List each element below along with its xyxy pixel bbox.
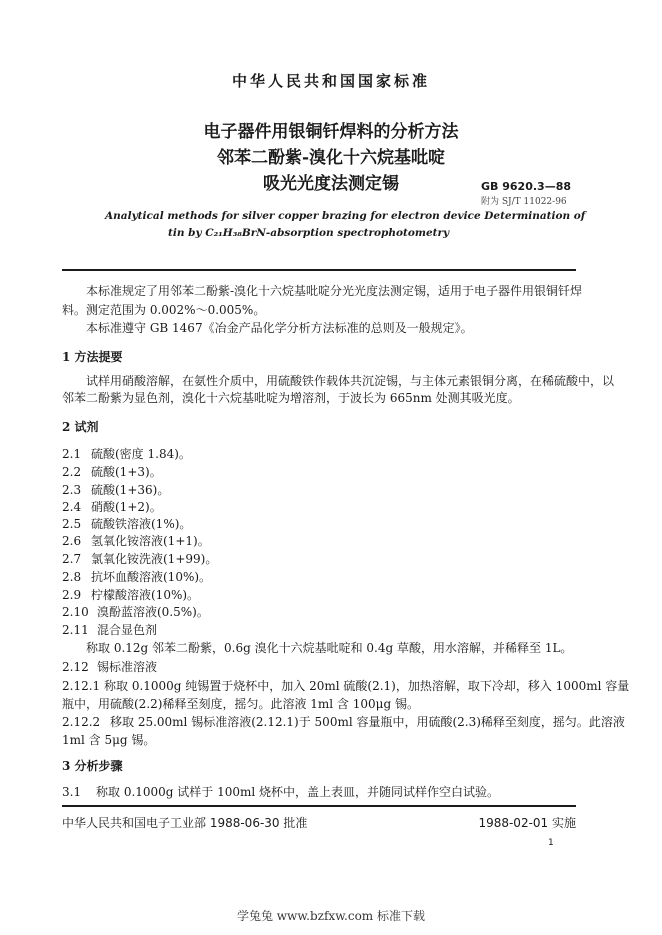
- bottom-divider: [62, 805, 576, 807]
- section-1-heading: 1 方法提要: [62, 350, 123, 364]
- reagent-2-10-num: 2.10: [62, 605, 89, 619]
- reagent-2-12-1-line-2: 瓶中，用硫酸(2.2)稀释至刻度，摇匀。此溶液 1ml 含 100μg 锡。: [62, 697, 419, 711]
- intro-paragraph-2: 本标准遵守 GB 1467《冶金产品化学分析方法标准的总则及一般规定》。: [86, 321, 473, 335]
- reagent-2-4-num: 2.4: [62, 500, 82, 514]
- english-title-line-1: Analytical methods for silver copper brazing for electron device Determination of: [105, 210, 586, 222]
- reagent-2-2-num: 2.2: [62, 465, 82, 479]
- reagent-2-8-text: 抗坏血酸溶液(10%)。: [91, 570, 212, 584]
- alt-standard-number: 附为 SJ/T 11022-96: [481, 197, 567, 207]
- intro-paragraph-line-2: 料。测定范围为 0.002%～0.005%。: [62, 303, 266, 317]
- standard-number: GB 9620.3—88: [481, 180, 571, 193]
- reagent-2-7-text: 氯氧化铵洗液(1+99)。: [91, 552, 218, 566]
- reagent-2-12-text: 锡标准溶液: [97, 660, 158, 674]
- section-3-heading: 3 分析步骤: [62, 759, 123, 773]
- intro-paragraph-line-1: 本标准规定了用邻苯二酚紫-溴化十六烷基吡啶分光光度法测定锡，适用于电子器件用银铜钎焊: [86, 284, 583, 298]
- reagent-2-12-2-num: 2.12.2: [62, 715, 101, 729]
- reagent-2-12-1-line-1: 称取 0.1000g 纯锡置于烧杯中，加入 20ml 硫酸(2.1)，加热溶解，取下冷却，移入 1000ml 容量: [104, 679, 630, 693]
- title-line-1: 电子器件用银铜钎焊料的分析方法: [203, 122, 459, 142]
- effective-date: 1988-02-01 实施: [478, 816, 576, 830]
- reagent-2-9-num: 2.9: [62, 588, 82, 602]
- page-number: 1: [548, 838, 554, 848]
- reagent-2-12-2-line-2: 1ml 含 5μg 锡。: [62, 733, 156, 747]
- section-1-line-1: 试样用硝酸溶解，在氨性介质中，用硫酸铁作载体共沉淀锡，与主体元素银铜分离，在稀硫酸中，以: [86, 374, 615, 388]
- reagent-2-10-text: 溴酚蓝溶液(0.5%)。: [97, 605, 209, 619]
- reagent-2-1-text: 硫酸(密度 1.84)。: [91, 447, 191, 461]
- title-line-3: 吸光光度法测定锡: [263, 174, 399, 194]
- reagent-2-3-text: 硫酸(1+36)。: [91, 483, 170, 497]
- reagent-2-5-num: 2.5: [62, 517, 82, 531]
- section-2-heading: 2 试剂: [62, 420, 99, 434]
- watermark-text: 学兔兔 www.bzfxw.com 标准下载: [236, 909, 426, 923]
- approval-statement: 中华人民共和国电子工业部 1988-06-30 批准: [62, 816, 308, 830]
- reagent-2-11-body: 称取 0.12g 邻苯二酚紫，0.6g 溴化十六烷基吡啶和 0.4g 草酸，用水溶解，并稀释至 1L。: [86, 641, 573, 655]
- reagent-2-7-num: 2.7: [62, 552, 82, 566]
- title-line-2: 邻苯二酚紫-溴化十六烷基吡啶: [216, 148, 446, 168]
- reagent-2-11-num: 2.11: [62, 623, 89, 637]
- reagent-2-12-2-line-1: 移取 25.00ml 锡标准溶液(2.12.1)于 500ml 容量瓶中，用硫酸(2.3)稀释至刻度，摇匀。此溶液: [110, 715, 625, 729]
- reagent-2-3-num: 2.3: [62, 483, 82, 497]
- step-3-1-text: 称取 0.1000g 试样于 100ml 烧杯中，盖上表皿，并随同试样作空白试验。: [96, 785, 500, 799]
- reagent-2-12-num: 2.12: [62, 660, 89, 674]
- reagent-2-8-num: 2.8: [62, 570, 82, 584]
- reagent-2-4-text: 硝酸(1+2)。: [91, 500, 162, 514]
- step-3-1-num: 3.1: [62, 785, 82, 799]
- top-divider: [62, 269, 576, 271]
- reagent-2-11-text: 混合显色剂: [97, 623, 158, 637]
- section-1-line-2: 邻苯二酚紫为显色剂，溴化十六烷基吡啶为增溶剂，于波长为 665nm 处测其吸光度。: [62, 391, 520, 405]
- reagent-2-12-1-num: 2.12.1: [62, 679, 101, 693]
- national-standard-header: 中华人民共和国国家标准: [231, 72, 430, 90]
- reagent-2-1-num: 2.1: [62, 447, 82, 461]
- reagent-2-5-text: 硫酸铁溶液(1%)。: [91, 517, 192, 531]
- english-title-line-2: tin by C₂₁H₃₈BrN-absorption spectrophotometry: [168, 227, 450, 239]
- reagent-2-2-text: 硫酸(1+3)。: [91, 465, 162, 479]
- reagent-2-9-text: 柠檬酸溶液(10%)。: [91, 588, 200, 602]
- reagent-2-6-text: 氢氧化铵溶液(1+1)。: [91, 534, 210, 548]
- reagent-2-6-num: 2.6: [62, 534, 82, 548]
